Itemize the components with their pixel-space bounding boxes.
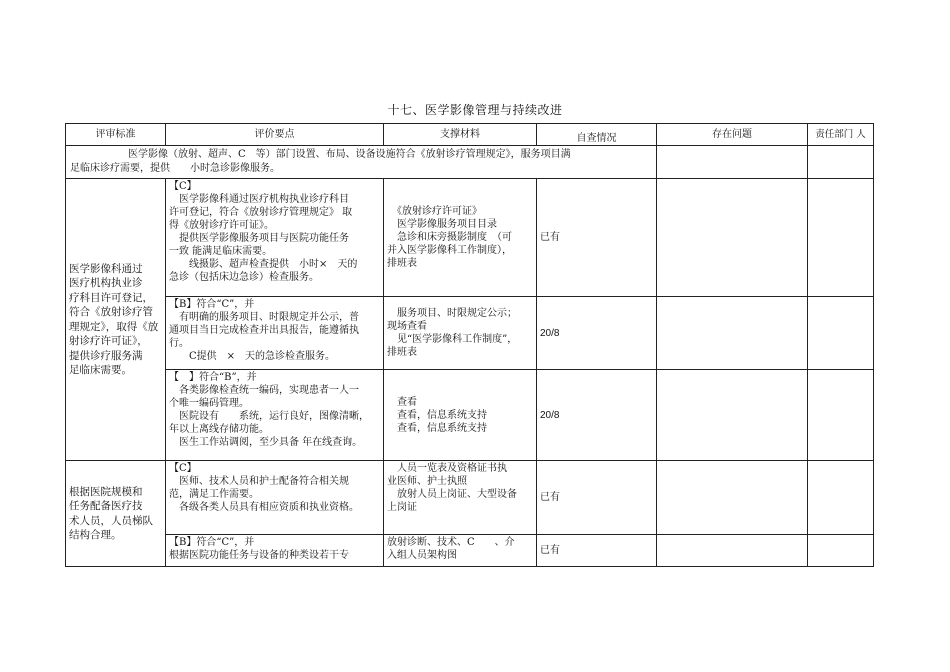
issue-cell bbox=[657, 179, 808, 297]
points-line: 【C】 bbox=[169, 463, 197, 474]
header-self-check: 自查情况 bbox=[537, 124, 657, 146]
materials-line: 现场查看 bbox=[387, 321, 427, 332]
header-standard: 评审标准 bbox=[66, 124, 166, 146]
materials-cell bbox=[384, 535, 537, 567]
issue-cell bbox=[657, 535, 808, 567]
points-cell bbox=[166, 535, 384, 567]
table-row bbox=[66, 535, 874, 567]
points-cell bbox=[166, 461, 384, 535]
points-line: 范，满足工作需要。 bbox=[169, 489, 259, 500]
standard-line: 结构合理。 bbox=[69, 529, 122, 541]
issue-cell bbox=[657, 461, 808, 535]
self-check-cell: 20/8 bbox=[537, 297, 657, 370]
points-line: 【 】符合“B”，并 bbox=[169, 372, 257, 383]
table-row bbox=[66, 179, 874, 297]
standard-cell bbox=[66, 179, 166, 461]
materials-line: 医学影像服务项目目录 bbox=[387, 219, 497, 230]
points-line: 根据医院功能任务与设备的种类设若干专 bbox=[169, 550, 349, 561]
standard-line: 足临床需要。 bbox=[69, 364, 132, 376]
dept-cell bbox=[808, 461, 874, 535]
materials-cell bbox=[384, 297, 537, 370]
points-cell bbox=[166, 297, 384, 370]
points-line: 通项目当日完成检查并出具报告，能遵循执 bbox=[169, 325, 359, 336]
materials-line: 见“医学影像科工作制度”， bbox=[387, 334, 518, 345]
materials-line: 并入医学影像科工作制度）， bbox=[387, 245, 512, 256]
materials-line: 排班表 bbox=[387, 258, 417, 269]
evaluation-table bbox=[65, 123, 874, 567]
points-line: 有明确的服务项目、时限规定并公示，普 bbox=[169, 312, 359, 323]
points-line: 行。 bbox=[169, 338, 189, 349]
points-cell bbox=[166, 179, 384, 297]
standard-line: 术人员，人员梯队 bbox=[69, 514, 153, 527]
materials-cell bbox=[384, 461, 537, 535]
table-row bbox=[66, 461, 874, 535]
points-line: 急诊（包括床边急诊）检查服务。 bbox=[169, 272, 319, 283]
materials-cell bbox=[384, 179, 537, 297]
points-line: 【B】符合“C”，并 bbox=[169, 537, 255, 548]
standard-line: 医学影像科通过 bbox=[69, 262, 143, 275]
points-line: 医院设有 系统，运行良好，图像清晰， bbox=[169, 411, 369, 422]
table-row bbox=[66, 297, 874, 370]
dept-cell bbox=[808, 535, 874, 567]
header-row bbox=[66, 124, 874, 146]
intro-line: 足临床诊疗需要，提供 小时急诊影像服务。 bbox=[70, 163, 280, 174]
materials-line: 放射诊断、技术、C 、介 bbox=[387, 537, 515, 548]
materials-line: 急诊和床旁摄影制度 （可 bbox=[387, 232, 512, 243]
standard-line: 根据医院规模和 bbox=[69, 485, 143, 498]
points-cell bbox=[166, 370, 384, 461]
header-dept: 责任部门 人 bbox=[808, 124, 874, 146]
standard-line: 射诊疗许可证》， bbox=[69, 335, 148, 347]
points-line: 医师、技术人员和护士配备符合相关规 bbox=[169, 476, 349, 487]
standard-cell bbox=[66, 461, 166, 567]
points-line: C提供 × 天的急诊检查服务。 bbox=[169, 351, 336, 362]
points-line: 各类影像检查统一编码，实现患者一人一 bbox=[169, 385, 359, 396]
standard-line: 任务配备医疗技 bbox=[69, 500, 143, 512]
points-line: 【B】符合“C”，并 bbox=[169, 299, 255, 310]
materials-cell bbox=[384, 370, 537, 461]
points-line: 年以上离线存储功能。 bbox=[169, 424, 269, 435]
materials-line: 入组人员架构图 bbox=[387, 550, 457, 561]
materials-line: 查看，信息系统支持 bbox=[387, 409, 487, 421]
table-row bbox=[66, 370, 874, 461]
self-check-cell: 20/8 bbox=[537, 370, 657, 461]
points-line: 提供医学影像服务项目与医院功能任务 bbox=[169, 233, 349, 244]
points-line: 医生工作站调阅，至少具备 年在线查询。 bbox=[169, 437, 363, 448]
materials-line: 《放射诊疗许可证》 bbox=[387, 206, 482, 217]
intro-issue bbox=[657, 146, 808, 179]
dept-cell bbox=[808, 297, 874, 370]
self-check-cell: 已有 bbox=[537, 179, 657, 297]
intro-row bbox=[66, 146, 874, 179]
points-line: 许可登记，符合《放射诊疗管理规定》 取 bbox=[169, 207, 353, 218]
issue-cell bbox=[657, 370, 808, 461]
materials-line: 排班表 bbox=[387, 347, 417, 358]
points-line: 得《放射诊疗许可证》。 bbox=[169, 220, 274, 231]
points-line: 一致 能满足临床需要。 bbox=[169, 246, 273, 257]
points-line: 个唯一编码管理。 bbox=[169, 398, 249, 409]
intro-dept bbox=[808, 146, 874, 179]
materials-line: 服务项目、时限规定公示； bbox=[387, 308, 517, 319]
header-materials: 支撑材料 bbox=[384, 124, 537, 146]
standard-line: 提供诊疗服务满 bbox=[69, 349, 143, 362]
self-check-cell: 已有 bbox=[537, 461, 657, 535]
materials-line: 放射人员上岗证、大型设备 bbox=[387, 489, 517, 500]
self-check-cell: 已有 bbox=[537, 535, 657, 567]
materials-line: 查看 bbox=[387, 396, 417, 408]
materials-line: 上岗证 bbox=[387, 502, 417, 513]
materials-line: 业医师、护士执照 bbox=[387, 476, 467, 487]
dept-cell bbox=[808, 179, 874, 297]
standard-line: 疗科目许可登记， bbox=[69, 291, 153, 304]
points-line: 线摄影、超声检查提供 小时× 天的 bbox=[169, 259, 358, 270]
intro-line: 医学影像（放射、超声、C 等）部门设置、布局、设备设施符合《放射诊疗管理规定》，服务项目满 bbox=[128, 149, 571, 160]
materials-line: 人员一览表及资格证书执 bbox=[387, 463, 507, 474]
points-line: 各级各类人员具有相应资质和执业资格。 bbox=[169, 502, 359, 513]
standard-line: 符合《放射诊疗管 bbox=[69, 306, 153, 318]
standard-line: 医疗机构执业诊 bbox=[69, 277, 143, 289]
page-title: 十七、医学影像管理与持续改进 bbox=[387, 103, 563, 117]
materials-line: 查看，信息系统支持 bbox=[387, 422, 487, 434]
standard-line: 理规定》，取得《放 bbox=[69, 320, 159, 333]
points-line: 医学影像科通过医疗机构执业诊疗科目 bbox=[169, 194, 349, 205]
header-points: 评价要点 bbox=[166, 124, 384, 146]
header-issues: 存在问题 bbox=[657, 124, 808, 146]
dept-cell bbox=[808, 370, 874, 461]
points-line: 【C】 bbox=[169, 181, 197, 192]
issue-cell bbox=[657, 297, 808, 370]
intro-cell bbox=[66, 146, 657, 179]
